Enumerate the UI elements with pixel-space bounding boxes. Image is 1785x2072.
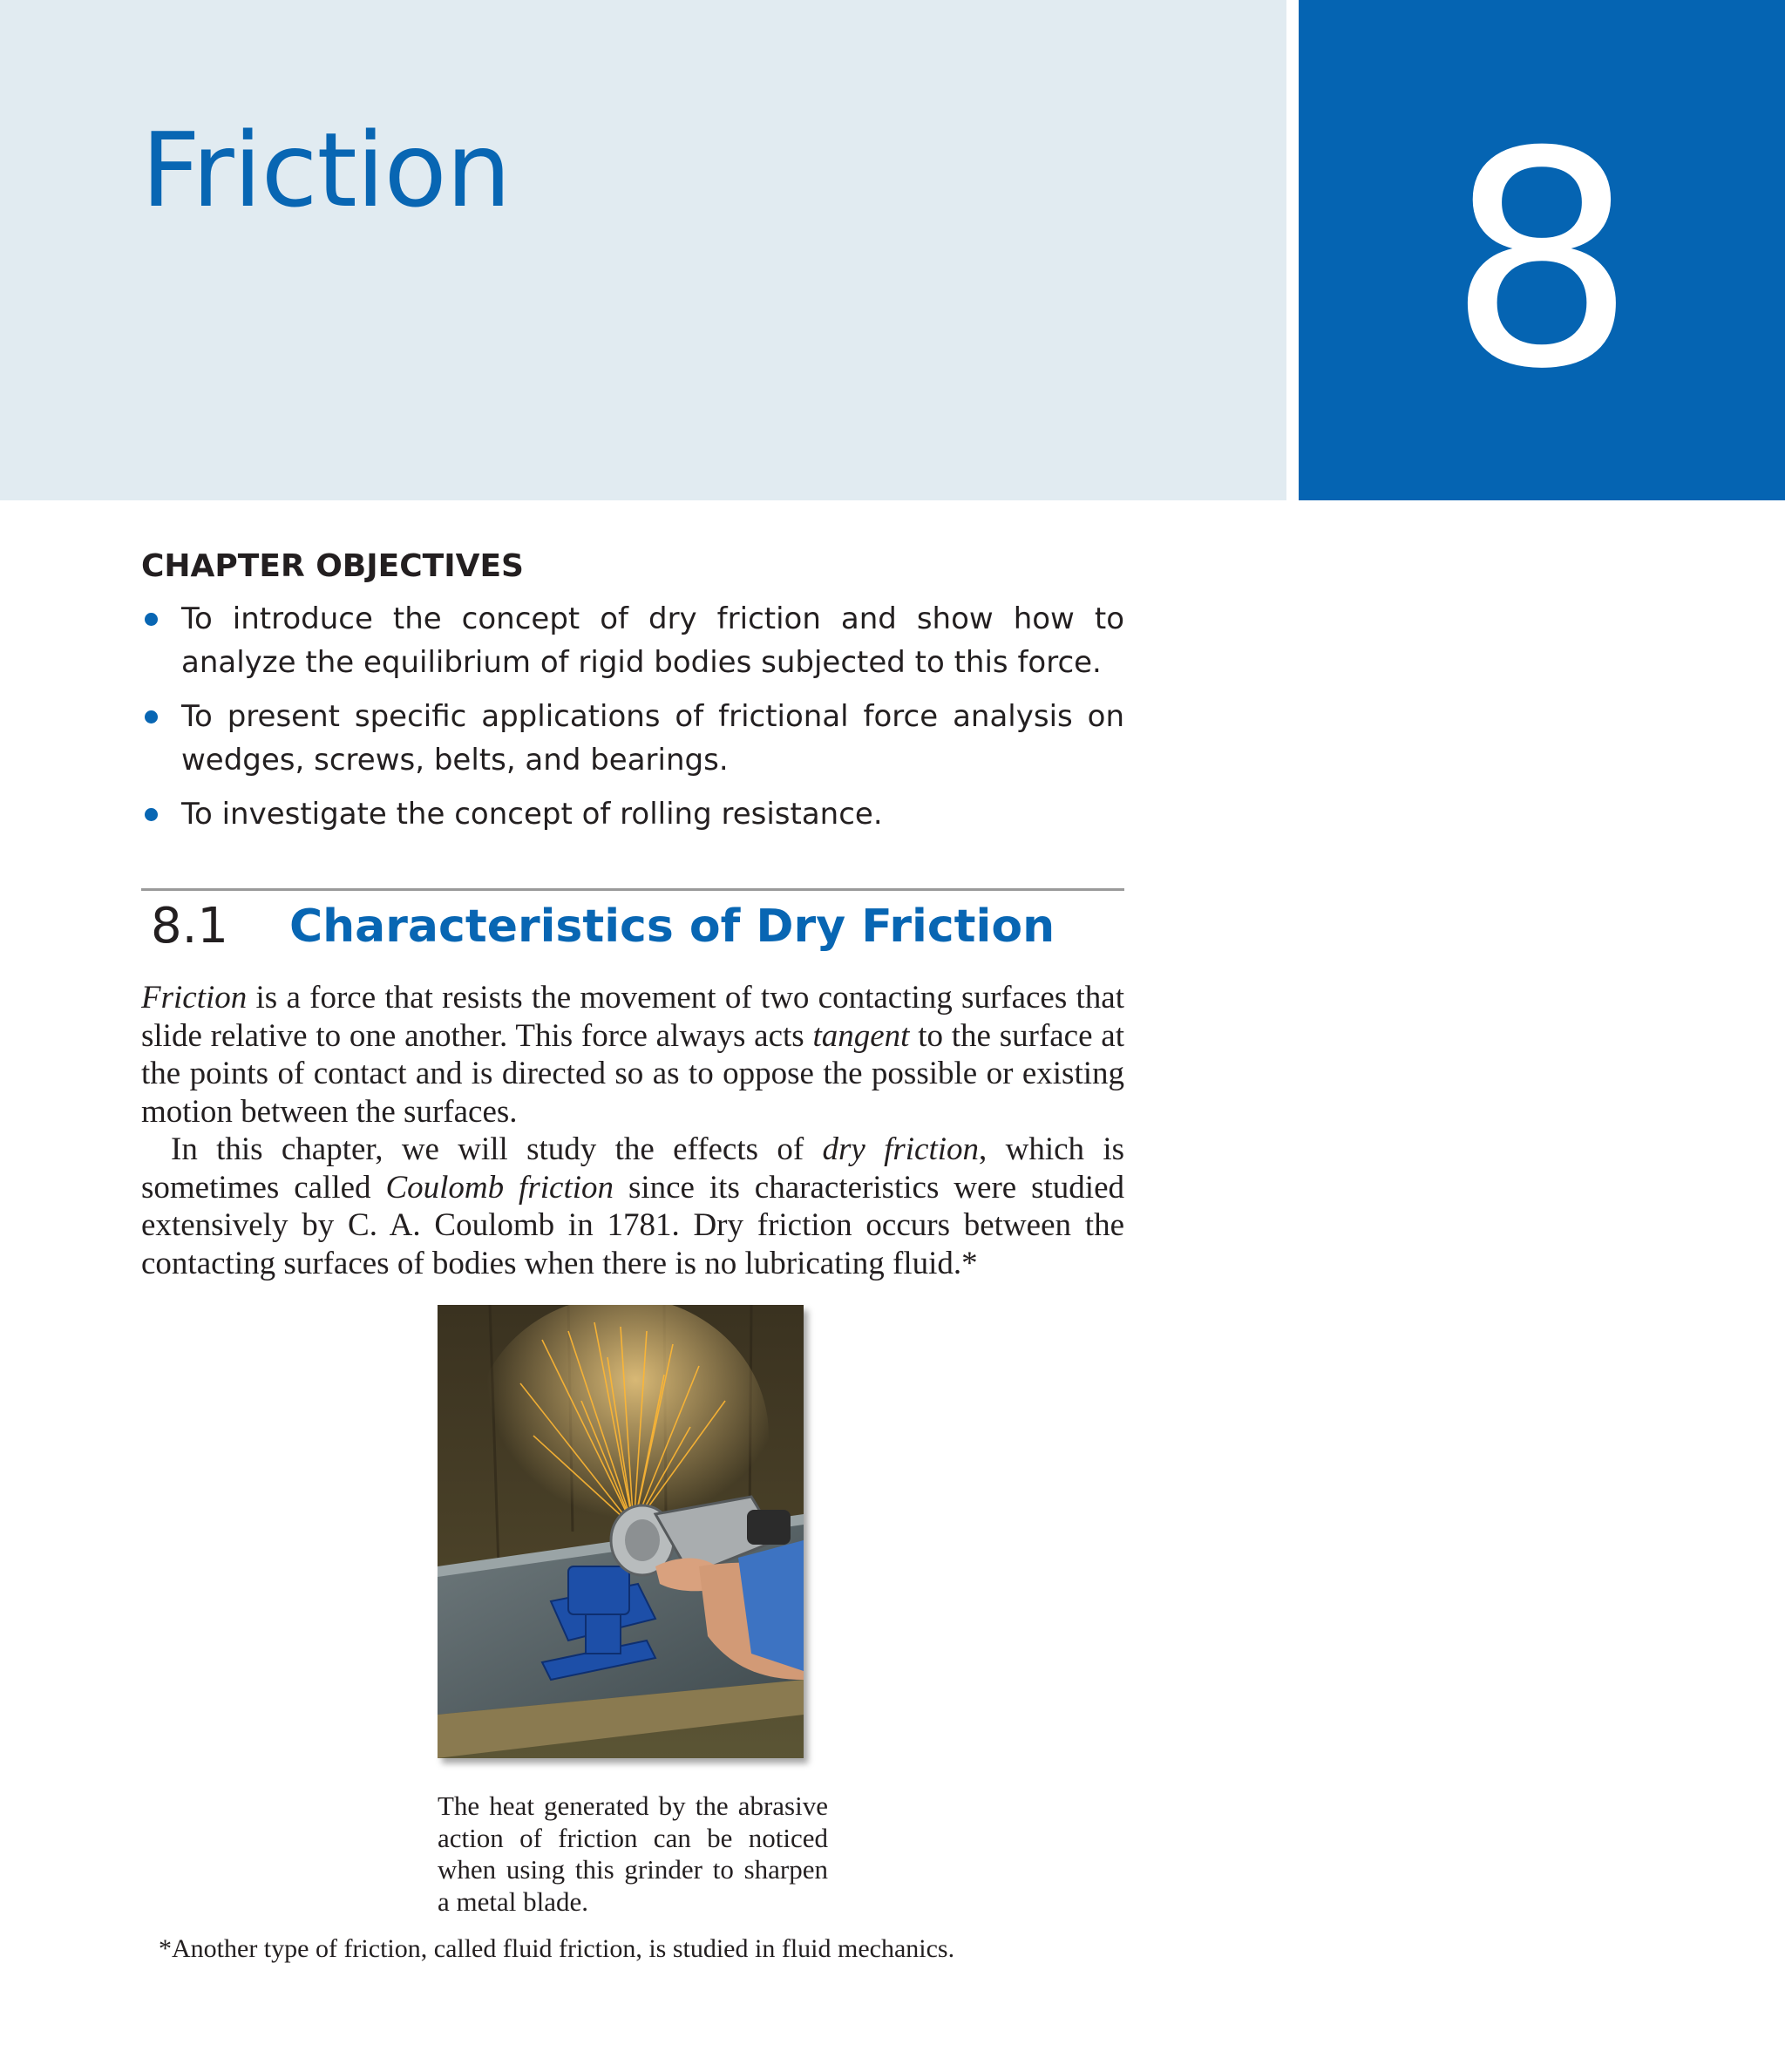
paragraph-1 [141,979,1124,1131]
term-dry-friction: dry friction [822,1131,980,1167]
objective-text: To investigate the concept of rolling resistance. [181,797,883,832]
body-text [141,979,1124,1282]
objectives-heading: CHAPTER OBJECTIVES [141,548,524,584]
objectives-list [141,597,1124,846]
bullet-icon [145,710,158,724]
objective-text: To present specific applications of frictional force analysis on wedges, screws, belts, and bearings. [181,699,1124,778]
chapter-title: Friction [141,110,511,230]
section-divider [141,888,1124,891]
paragraph-1-text: is a force that resists the movement of two contacting surfaces that slide relative to one another. This force always acts [141,980,1124,1054]
chapter-number: 8 [1447,89,1637,434]
footnote: *Another type of friction, called fluid friction, is studied in fluid mechanics. [159,1934,955,1963]
paragraph-2 [141,1131,1124,1282]
figure-caption: The heat generated by the abrasive action of friction can be noticed when using this grinder to sharpen a metal blade. [438,1790,828,1917]
section-number: 8.1 [151,898,229,954]
section-title: Characteristics of Dry Friction [289,900,1055,953]
paragraph-2-text: In this chapter, we will study the effects of [171,1131,823,1167]
paragraph-2-text: , which is sometimes called [141,1131,1125,1206]
chapter-number-box [1299,0,1785,500]
term-tangent: tangent [812,1017,910,1054]
chapter-header-band [0,0,1286,500]
paragraph-1-text: to the surface at the points of contact and is directed so as to oppose the possible or existing motion between the surfaces. [141,1017,1125,1130]
objective-item [141,597,1124,684]
term-coulomb-friction: Coulomb friction [385,1169,614,1206]
bullet-icon [145,613,158,626]
term-friction: Friction [141,980,248,1016]
objective-item [141,792,1124,836]
objective-text: To introduce the concept of dry friction and show how to analyze the equilibrium of rigid bodies subjected to this force. [181,601,1124,680]
paragraph-2-text: since its characteristics were studied extensively by C. A. Coulomb in 1781. Dry friction occurs between the contacting surfaces of bodies when there is no lubricating fluid.* [141,1169,1125,1281]
grinder-photo [438,1305,804,1758]
objective-item [141,695,1124,782]
bullet-icon [145,808,158,821]
